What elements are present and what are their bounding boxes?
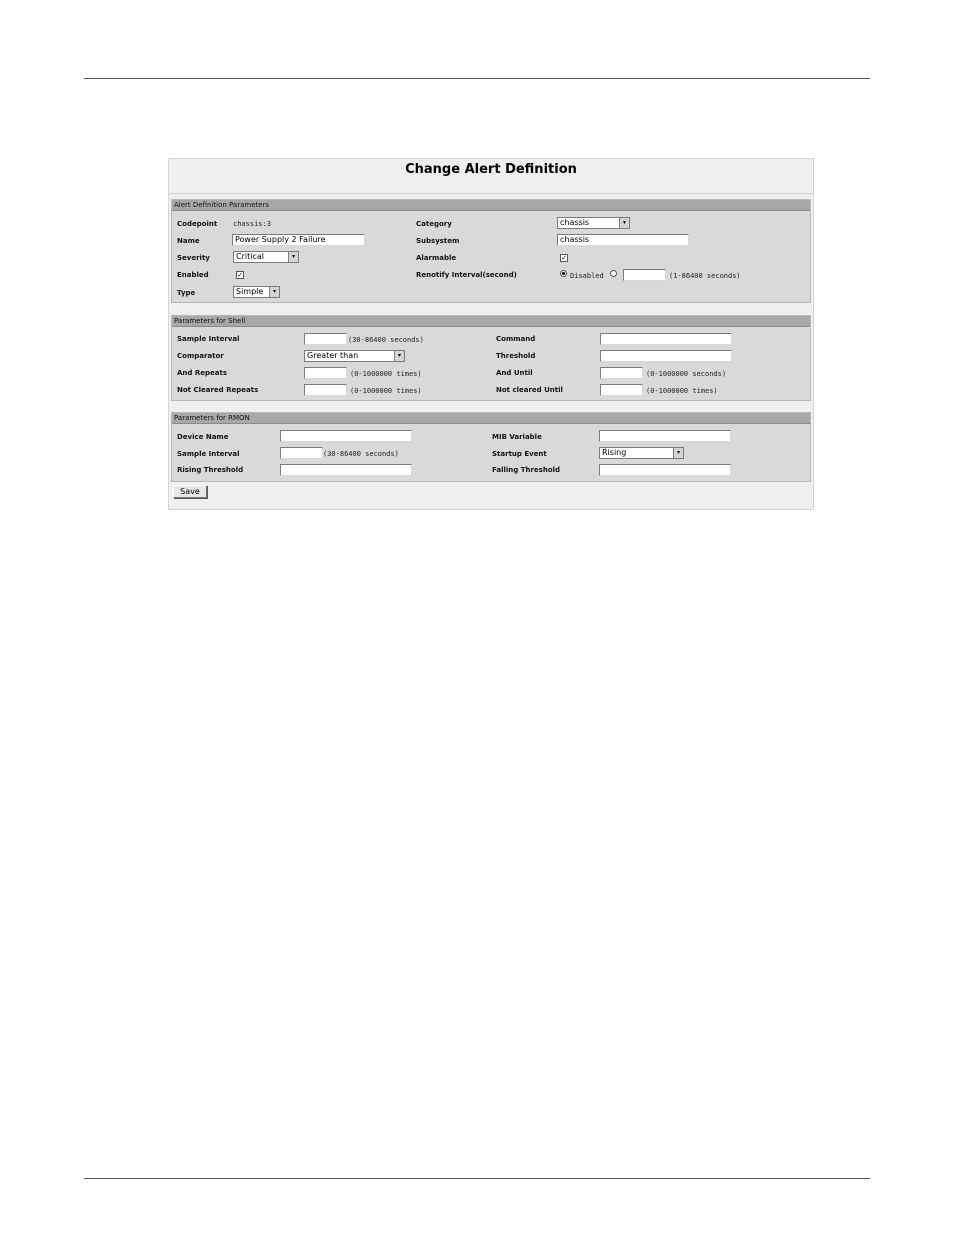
startup-event-selected: Rising	[602, 448, 627, 457]
and-until-label: And Until	[496, 369, 533, 377]
severity-label: Severity	[177, 254, 210, 262]
device-name-label: Device Name	[177, 433, 229, 441]
comparator-select[interactable]	[304, 350, 405, 362]
alarmable-checkbox[interactable]: ✓	[561, 254, 567, 262]
chevron-down-icon: ▾	[619, 218, 629, 228]
not-cleared-repeats-hint: (0-1000000 times)	[350, 387, 422, 395]
renotify-disabled-label: Disabled	[570, 272, 604, 280]
category-selected: chassis	[560, 218, 590, 227]
not-cleared-until-input[interactable]	[600, 384, 643, 396]
severity-selected: Critical	[236, 252, 264, 261]
rising-threshold-label: Rising Threshold	[177, 466, 244, 474]
chevron-down-icon: ▾	[394, 351, 404, 361]
subsystem-input[interactable]: chassis	[557, 234, 689, 246]
rmon-sample-interval-hint: (30-86400 seconds)	[323, 450, 399, 458]
not-cleared-repeats-label: Not Cleared Repeats	[177, 386, 259, 394]
comparator-selected: Greater than	[307, 351, 359, 360]
not-cleared-until-hint: (0-1000000 times)	[646, 387, 718, 395]
chevron-down-icon: ▾	[269, 287, 279, 297]
not-cleared-until-label: Not cleared Until	[496, 386, 563, 394]
comparator-label: Comparator	[177, 352, 224, 360]
alert-definition-form	[168, 158, 814, 510]
type-select[interactable]	[233, 286, 280, 298]
chevron-down-icon: ▾	[288, 252, 298, 262]
falling-threshold-label: Falling Threshold	[492, 466, 561, 474]
and-repeats-hint: (0-1000000 times)	[350, 370, 422, 378]
alert-params-panel	[171, 199, 811, 303]
codepoint-value: chassis:3	[233, 220, 271, 228]
startup-event-select[interactable]	[599, 447, 684, 459]
command-label: Command	[496, 335, 536, 343]
category-select[interactable]	[557, 217, 630, 229]
rising-threshold-input[interactable]	[280, 464, 412, 476]
type-selected: Simple	[236, 287, 264, 296]
subsystem-label: Subsystem	[416, 237, 460, 245]
page-title: Change Alert Definition	[405, 162, 577, 177]
renotify-disabled-radio[interactable]	[560, 270, 567, 277]
renotify-hint: (1-86400 seconds)	[669, 272, 741, 280]
enabled-checkbox[interactable]: ✓	[237, 271, 243, 279]
alert-params-header: Alert Definition Parameters	[172, 200, 810, 211]
shell-sample-interval-label: Sample Interval	[177, 335, 240, 343]
title-divider	[169, 193, 813, 194]
renotify-enabled-radio[interactable]	[610, 270, 617, 277]
rmon-params-panel	[171, 412, 811, 482]
type-label: Type	[177, 289, 196, 297]
and-until-hint: (0-1000000 seconds)	[646, 370, 727, 378]
mib-variable-input[interactable]	[599, 430, 731, 442]
category-label: Category	[416, 220, 452, 228]
codepoint-label: Codepoint	[177, 220, 218, 228]
shell-params-panel	[171, 315, 811, 401]
threshold-input[interactable]	[600, 350, 732, 362]
rmon-params-header: Parameters for RMON	[172, 413, 810, 424]
not-cleared-repeats-input[interactable]	[304, 384, 347, 396]
shell-sample-interval-input[interactable]	[304, 333, 347, 345]
shell-params-header: Parameters for Shell	[172, 316, 810, 327]
save-button[interactable]: Save	[173, 485, 207, 498]
device-name-input[interactable]	[280, 430, 412, 442]
severity-select[interactable]	[233, 251, 299, 263]
renotify-interval-input[interactable]	[623, 269, 666, 281]
threshold-label: Threshold	[496, 352, 536, 360]
and-repeats-input[interactable]	[304, 367, 347, 379]
falling-threshold-input[interactable]	[599, 464, 731, 476]
name-input[interactable]: Power Supply 2 Failure	[232, 234, 365, 246]
and-repeats-label: And Repeats	[177, 369, 227, 377]
rmon-sample-interval-label: Sample Interval	[177, 450, 240, 458]
renotify-label: Renotify Interval(second)	[416, 271, 517, 279]
mib-variable-label: MIB Variable	[492, 433, 542, 441]
page-top-rule	[84, 78, 870, 79]
command-input[interactable]	[600, 333, 732, 345]
page-bottom-rule	[84, 1178, 870, 1179]
name-label: Name	[177, 237, 200, 245]
enabled-label: Enabled	[177, 271, 209, 279]
shell-sample-interval-hint: (30-86400 seconds)	[348, 336, 424, 344]
rmon-sample-interval-input[interactable]	[280, 447, 323, 459]
and-until-input[interactable]	[600, 367, 643, 379]
alarmable-label: Alarmable	[416, 254, 457, 262]
chevron-down-icon: ▾	[673, 448, 683, 458]
startup-event-label: Startup Event	[492, 450, 547, 458]
